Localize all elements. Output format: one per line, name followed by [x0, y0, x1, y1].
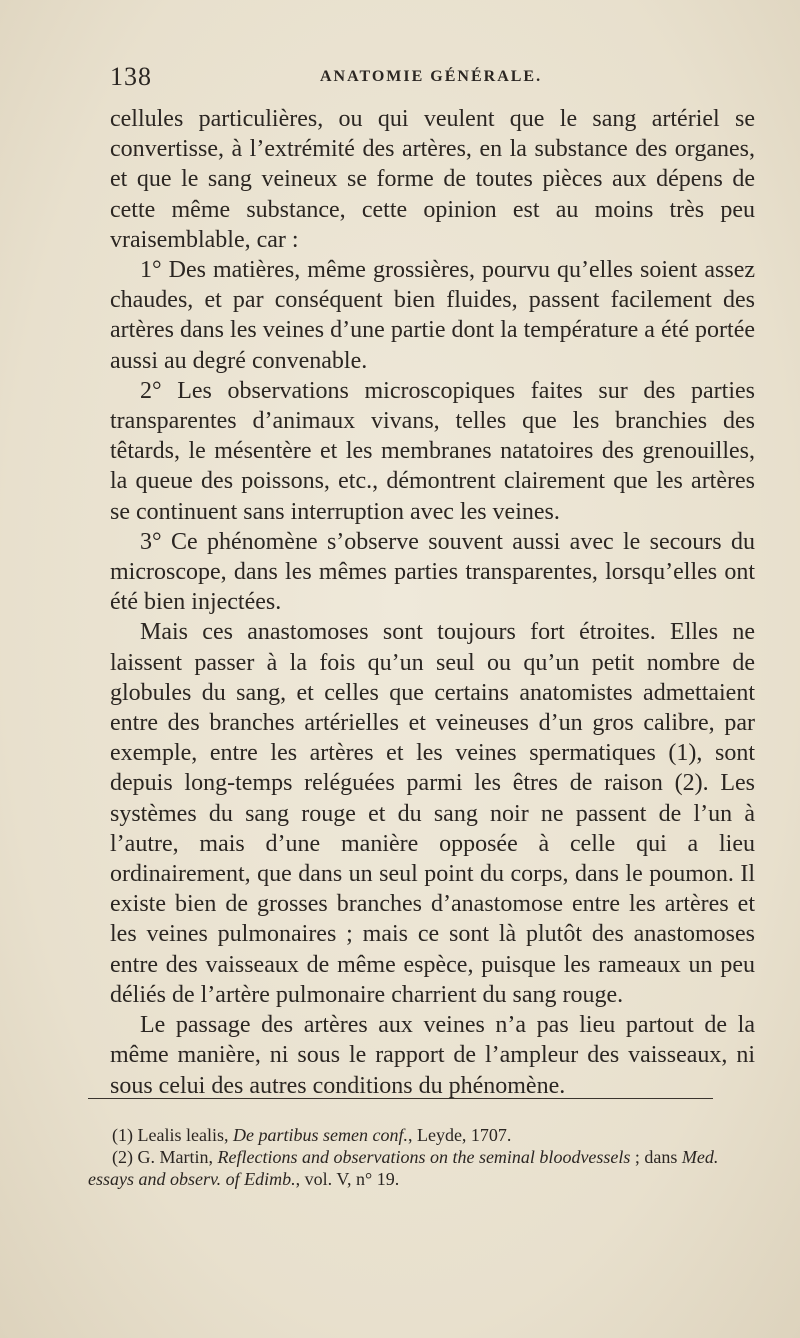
footnote-title: De partibus semen conf.: [232, 1125, 408, 1145]
footnote-text: (2) G. Martin,: [112, 1147, 218, 1167]
footnote-text: (1) Lealis lealis,: [112, 1125, 233, 1145]
footnote-title: Med. essays and observ. of Edimb.: [88, 1147, 719, 1189]
footnote-text: , Leyde, 1707.: [407, 1125, 512, 1145]
footnote-text: , vol. V, n° 19.: [295, 1169, 400, 1189]
paragraph: 2° Les observations microscopiques faites sur des parties transparentes d’animaux vivans, telles que les branchies des têtards, le mésentère et les membranes natatoires des grenouilles, la queue des poissons, etc., démontrent clairement que les artères se continuent sans interruption avec les veines.: [110, 377, 755, 525]
footnote-1: [88, 1124, 738, 1146]
paragraph: 3° Ce phénomène s’observe souvent aussi avec le secours du microscope, dans les mêmes parties transparentes, lorsqu’elles ont été bien injectées.: [110, 528, 755, 616]
body-text: [110, 104, 755, 1101]
paragraph: cellules particulières, ou qui veulent que le sang artériel se convertisse, à l’extrémité des artères, en la substance des organes, et que le sang veineux se forme de toutes pièces aux dépens de cette même substance, cette opinion est au moins très peu vraisemblable, car :: [110, 106, 755, 253]
footnote-2: [88, 1146, 738, 1190]
footnotes: [88, 1124, 738, 1190]
page-header: [110, 62, 750, 92]
paragraph: Le passage des artères aux veines n’a pas lieu partout de la même manière, ni sous le rapport de l’ampleur des vaisseaux, ni sous celui des autres conditions du phénomène.: [110, 1012, 755, 1099]
paragraph: Mais ces anastomoses sont toujours fort étroites. Elles ne laissent passer à la fois qu’un seul ou qu’un petit nombre de globules du sang, et celles que certains anatomistes admettaient entre des branches artérielles et veineuses d’un gros calibre, par exemple, entre les artères et les veines spermatiques (1), sont depuis long-temps reléguées parmi les êtres de raison (2). Les systèmes du sang rouge et du sang noir ne passent de l’un à l’autre, mais d’une manière opposée à celle qui a lieu ordinairement, que dans un seul point du corps, dans le poumon. Il existe bien de grosses branches d’anastomose entre les artères et les veines pulmonaires ; mais ce sont là plutôt des anastomoses entre des vaisseaux de même espèce, puisque les rameaux un peu déliés de l’artère pulmonaire charrient du sang rouge.: [110, 619, 755, 1008]
footnote-title: Reflections and observations on the seminal bloodvessels: [217, 1147, 631, 1167]
running-head: ANATOMIE GÉNÉRALE.: [320, 68, 543, 85]
footnote-text: ; dans: [630, 1147, 682, 1167]
footnote-divider: [88, 1098, 713, 1099]
page-number: 138: [110, 62, 152, 91]
paragraph: 1° Des matières, même grossières, pourvu qu’elles soient assez chaudes, et par conséquent bien fluides, passent facilement des artères dans les veines d’une partie dont la température a été portée aussi au degré convenable.: [110, 257, 755, 374]
